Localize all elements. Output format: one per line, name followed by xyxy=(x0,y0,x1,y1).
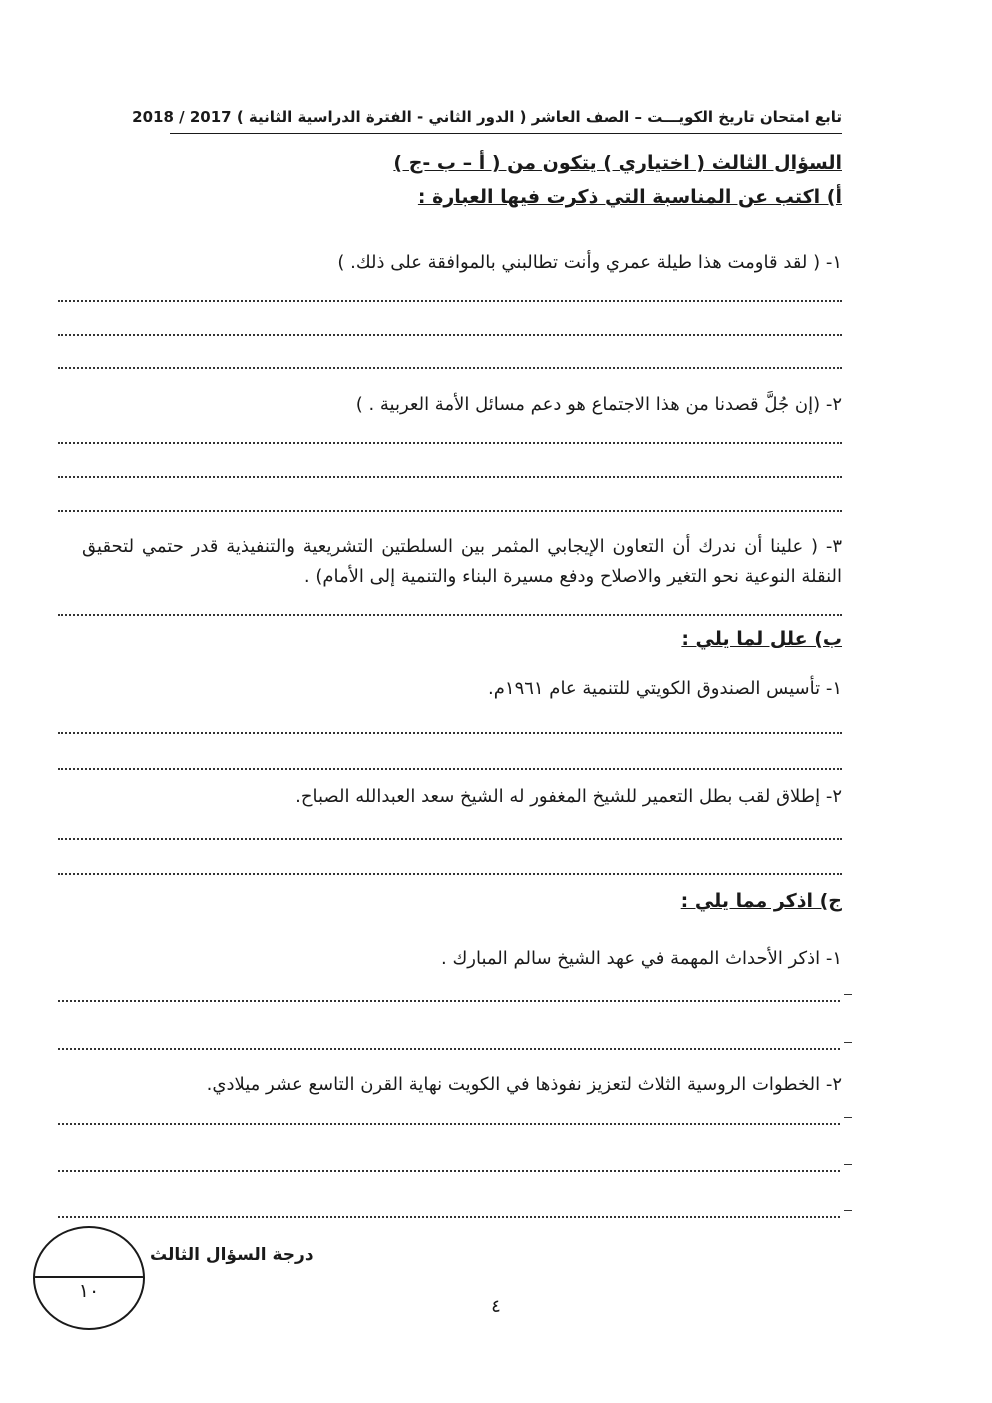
dash-mark xyxy=(844,1042,852,1043)
dash-mark xyxy=(844,994,852,995)
answer-line[interactable] xyxy=(58,838,842,840)
grade-label: درجة السؤال الثالث xyxy=(150,1245,314,1265)
grade-value: ١٠ xyxy=(78,1280,100,1302)
answer-line[interactable] xyxy=(58,732,842,734)
section-a-title: أ) اكتب عن المناسبة التي ذكرت فيها العبارة : xyxy=(417,186,842,208)
grade-divider xyxy=(35,1276,143,1278)
header-rule xyxy=(170,133,842,134)
section-c-item-1: ١- اذكر الأحداث المهمة في عهد الشيخ سالم المبارك . xyxy=(441,948,842,969)
answer-line[interactable] xyxy=(58,873,842,875)
answer-line[interactable] xyxy=(58,367,842,369)
page-number: ٤ xyxy=(491,1296,501,1317)
answer-line[interactable] xyxy=(58,510,842,512)
answer-line[interactable] xyxy=(58,1123,840,1125)
section-c-item-2: ٢- الخطوات الروسية الثلاث لتعزيز نفوذها في الكويت نهاية القرن التاسع عشر ميلادي. xyxy=(206,1074,842,1095)
dash-mark xyxy=(844,1210,852,1211)
answer-line[interactable] xyxy=(58,1048,840,1050)
section-c-title: ج) اذكر مما يلي : xyxy=(680,890,842,912)
answer-line[interactable] xyxy=(58,300,842,302)
section-a-item-1: ١- ( لقد قاومت هذا طيلة عمري وأنت تطالبني بالموافقة على ذلك. ) xyxy=(337,252,842,273)
section-b-title: ب) علل لما يلي : xyxy=(681,628,842,650)
dash-mark xyxy=(844,1117,852,1118)
answer-line[interactable] xyxy=(58,614,842,616)
dash-mark xyxy=(844,1164,852,1165)
answer-line[interactable] xyxy=(58,476,842,478)
exam-header: تابع امتحان تاريخ الكويـــت – الصف العاشر ( الدور الثاني - الفترة الدراسية الثانية ) 2017 / 2018 xyxy=(132,108,842,126)
answer-line[interactable] xyxy=(58,1000,840,1002)
answer-line[interactable] xyxy=(58,1170,840,1172)
question-title: السؤال الثالث ( اختياري ) يتكون من ( أ – ب -ج ) xyxy=(393,152,842,174)
answer-line[interactable] xyxy=(58,768,842,770)
section-a-item-3: ٣- ( علينا أن ندرك أن التعاون الإيجابي المثمر بين السلطتين التشريعية والتنفيذية قدر حتمي لتحقيق النقلة النوعية نحو التغير والاصلاح ودفع مسيرة البناء والتنمية إلى الأمام) . xyxy=(82,536,842,587)
answer-line[interactable] xyxy=(58,334,842,336)
section-b-item-2: ٢- إطلاق لقب بطل التعمير للشيخ المغفور له الشيخ سعد العبدالله الصباح. xyxy=(295,786,842,807)
section-a-item-2: ٢- (إن جُلَّ قصدنا من هذا الاجتماع هو دعم مسائل الأمة العربية . ) xyxy=(355,394,842,415)
answer-line[interactable] xyxy=(58,1216,840,1218)
answer-line[interactable] xyxy=(58,442,842,444)
section-b-item-1: ١- تأسيس الصندوق الكويتي للتنمية عام ١٩٦١م. xyxy=(488,678,842,699)
